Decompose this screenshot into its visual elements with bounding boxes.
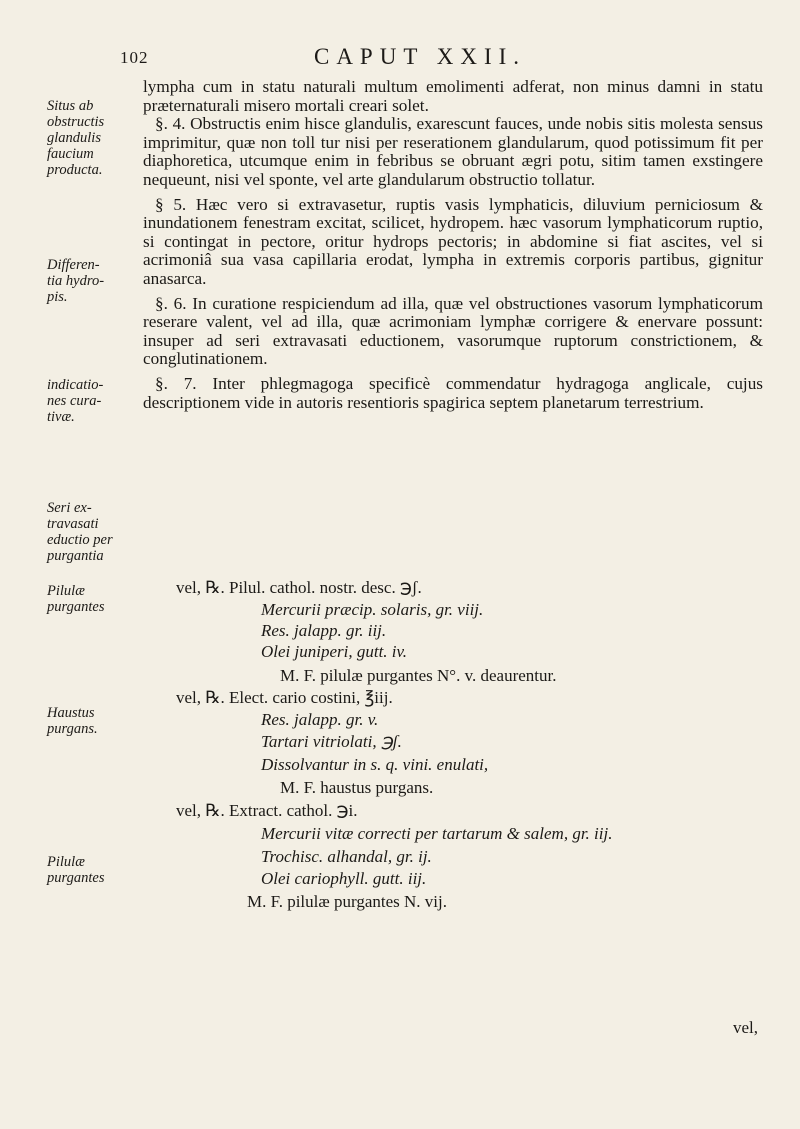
recipe-1-item: Res. jalapp. gr. iij. (261, 621, 387, 640)
margin-note-line: purgans. (47, 721, 98, 737)
margin-note-seri (47, 500, 131, 564)
margin-note-indicationes (47, 377, 131, 425)
catchword: vel, (733, 1018, 759, 1037)
margin-note-line: travasati (47, 516, 99, 532)
recipe-3-intro: vel, ℞. Extract. cathol. ℈i. (176, 801, 358, 820)
recipe-2-item: Res. jalapp. gr. v. (261, 710, 379, 729)
paragraph-s6: §. 6. In curatione respiciendum ad illa, quæ vel obstructiones vasorum lymphaticorum reserare valent, vel ad illa, quæ acrimoniam lymphæ corrigere & enervare possunt: insuper ad seri extravasati eductionem, vasorumque ruptorum constrictionem, & conglutinationem. (143, 293, 763, 369)
paragraph-s4: §. 4. Obstructis enim hisce glandulis, exarescunt fauces, unde nobis sitis molesta sensus imprimitur, quæ non toll tur nisi per reserationem glandularum, quod potissimum fit per diaphoretica, utcumque enim in febribus se obruant ægri potu, sitim tamen exstingere nequeunt, nisi vel sponte, vel arte glandularum obstructio tollatur. (143, 114, 763, 189)
margin-note-line: pis. (47, 289, 68, 305)
margin-note-line: purgantes (47, 599, 105, 615)
recipe-2-closing: M. F. haustus purgans. (280, 778, 434, 797)
recipe-3-closing: M. F. pilulæ purgantes N. vij. (247, 892, 447, 911)
page-number: 102 (120, 48, 149, 67)
recipe-3-item: Olei cariophyll. gutt. iij. (261, 869, 427, 888)
margin-note-line: Seri ex- (47, 500, 92, 516)
margin-note-line: Situs ab (47, 98, 94, 114)
margin-note-differentia (47, 257, 131, 305)
margin-note-line: nes cura- (47, 393, 102, 409)
recipe-1-item: Olei juniperi, gutt. iv. (261, 642, 408, 661)
margin-note-line: Haustus (47, 705, 95, 721)
margin-note-line: glandulis (47, 130, 101, 146)
margin-note-pilulae-2 (47, 854, 131, 886)
margin-note-line: faucium (47, 146, 94, 162)
margin-note-line: Pilulæ (47, 854, 85, 870)
recipe-1-closing: M. F. pilulæ purgantes N°. v. deaurentur. (280, 666, 557, 685)
running-head: CAPUT XXII. (313, 44, 527, 69)
recipe-1-item: Mercurii præcip. solaris, gr. viij. (261, 600, 484, 619)
margin-note-line: obstructis (47, 114, 105, 130)
margin-note-line: producta. (47, 162, 103, 178)
paragraph-s7: §. 7. Inter phlegmagoga specificè commendatur hydragoga anglicale, cujus descriptionem vide in autoris resentioris spagirica septem planetarum terrestrium. (143, 373, 763, 412)
margin-note-line: Differen- (47, 257, 100, 273)
margin-note-line: tia hydro- (47, 273, 105, 289)
margin-note-haustus (47, 705, 131, 737)
margin-note-situs (47, 98, 131, 178)
recipe-3-item: Trochisc. alhandal, gr. ij. (261, 847, 432, 866)
recipe-2-intro: vel, ℞. Elect. cario costini, ℥iij. (176, 688, 393, 707)
recipe-2-item: Dissolvantur in s. q. vini. enulati, (261, 755, 489, 774)
margin-note-line: purgantes (47, 870, 105, 886)
paragraph-s5: § 5. Hæc vero si extravasetur, ruptis vasis lymphaticis, diluvium perniciosum & inundationem fenestram excitat, scilicet, hydropem. hæc vasorum lymphaticorum ruptio, si contingat in pectore, oritur hydrops pectoris; in abdomine si fiat ascites, vel si acrimoniâ sua vasa capillaria erodat, lympha in extremis corporis partibus, gignitur anasarca. (143, 194, 763, 288)
recipe-3-item: Mercurii vitæ correcti per tartarum & salem, gr. iij. (261, 824, 613, 843)
margin-note-line: tivæ. (47, 409, 75, 425)
margin-note-line: purgantia (47, 548, 104, 564)
margin-note-pilulae-1 (47, 583, 131, 615)
recipe-1-intro: vel, ℞. Pilul. cathol. nostr. desc. ℈ʃ. (176, 578, 422, 597)
body-text (143, 78, 763, 412)
paragraph-lympha: lympha cum in statu naturali multum emolimenti adferat, non minus damni in statu præternaturali misero mortali creari solet. (143, 77, 763, 115)
recipe-2-item: Tartari vitriolati, ℈ʃ. (261, 732, 402, 751)
margin-note-line: Pilulæ (47, 583, 85, 599)
margin-note-line: eductio per (47, 532, 113, 548)
margin-note-line: indicatio- (47, 377, 104, 393)
page-header (0, 44, 800, 78)
